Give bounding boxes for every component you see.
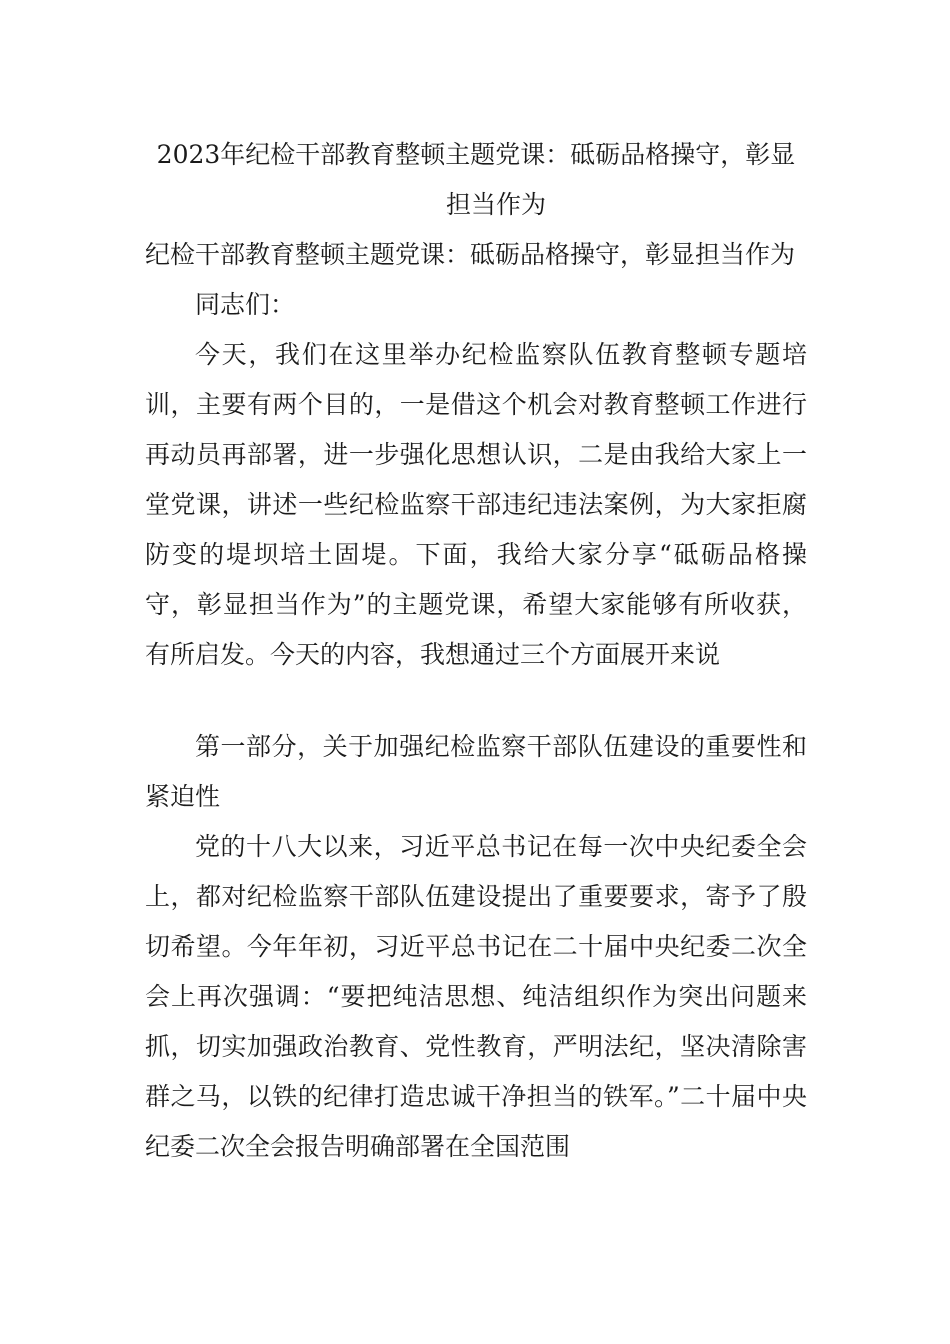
paragraph-spacer: [145, 680, 807, 722]
document-body: [145, 130, 807, 1172]
section-1-heading: 第一部分，关于加强纪检监察干部队伍建设的重要性和紧迫性: [145, 732, 807, 811]
document-title: [145, 130, 807, 230]
salutation: 同志们：: [195, 290, 296, 319]
section-1-paragraph: 党的十八大以来，习近平总书记在每一次中央纪委全会上，都对纪检监察干部队伍建设提出了重要要求，寄予了殷切希望。今年年初，习近平总书记在二十届中央纪委二次全会上再次强调：“要把纯洁思想、纯洁组织作为突出问题来抓，切实加强政治教育、党性教育，严明法纪，坚决清除害群之马，以铁的纪律打造忠诚干净担当的铁军。”二十届中央纪委二次全会报告明确部署在全国范围: [145, 832, 807, 1161]
document-subtitle: 纪检干部教育整顿主题党课：砥砺品格操守，彰显担当作为: [145, 240, 796, 269]
document-title-line-2: 担当作为: [445, 190, 546, 219]
intro-paragraph: 今天，我们在这里举办纪检监察队伍教育整顿专题培训，主要有两个目的，一是借这个机会对教育整顿工作进行再动员再部署，进一步强化思想认识，二是由我给大家上一堂党课，讲述一些纪检监察干部违纪违法案例，为大家拒腐防变的堤坝培土固堤。下面，我给大家分享“砥砺品格操守，彰显担当作为”的主题党课，希望大家能够有所收获，有所启发。今天的内容，我想通过三个方面展开来说: [145, 340, 807, 669]
document-title-line-1: 2023年纪检干部教育整顿主题党课：砥砺品格操守，彰显: [156, 140, 796, 169]
